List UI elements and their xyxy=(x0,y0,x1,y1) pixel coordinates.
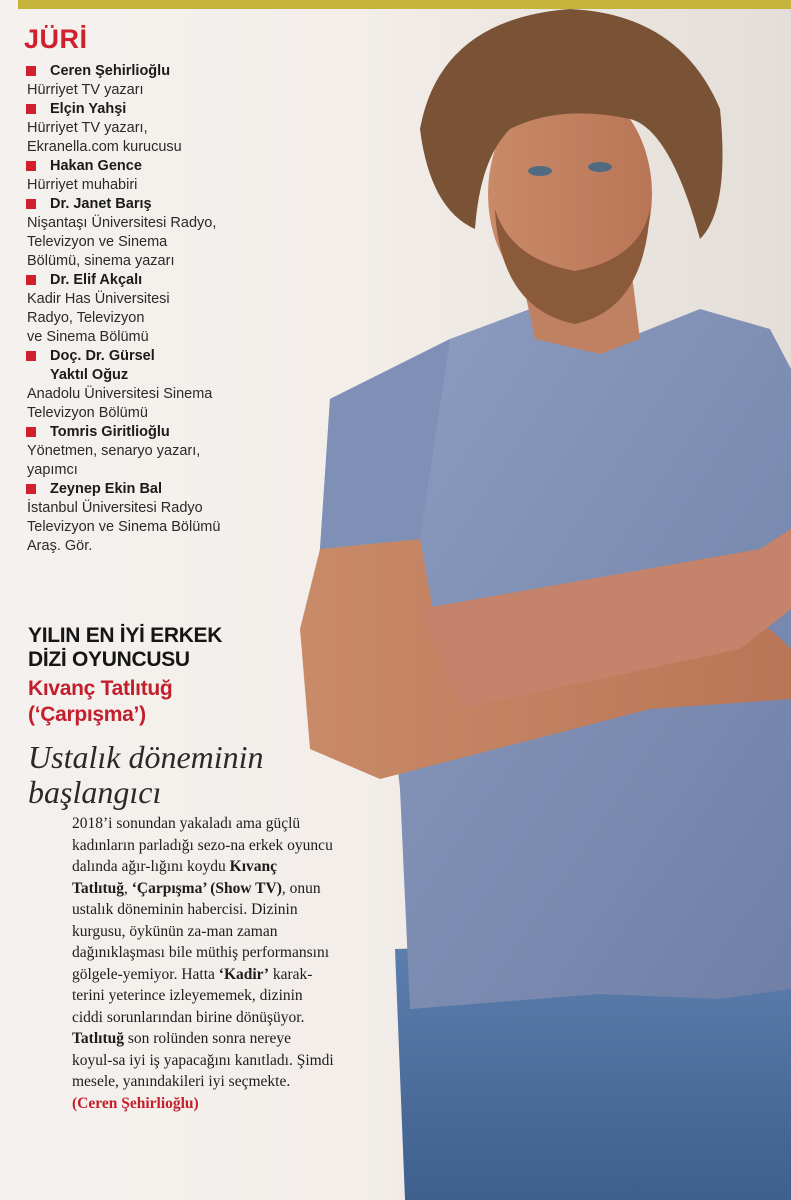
article-body xyxy=(72,813,334,1114)
jury-member-role: Hürriyet muhabiri xyxy=(27,177,138,193)
jury-member-name: Ceren Şehirlioğlu xyxy=(50,63,171,79)
article-text: karak-terini yeterince izleyememek, dizinin ciddi sorunlarından birine dönüşüyor. xyxy=(72,965,313,1026)
eye xyxy=(588,162,612,172)
award-category-line: DİZİ OYUNCUSU xyxy=(28,648,190,671)
jury-member xyxy=(24,157,314,195)
jury-member-role: İstanbul Üniversitesi Radyo Televizyon ve Sinema Bölümü Araş. Gör. xyxy=(27,500,221,554)
jury-heading: JÜRİ xyxy=(24,24,88,54)
jury-member xyxy=(24,271,314,347)
jury-member-role: Hürriyet TV yazarı xyxy=(27,82,144,98)
jury-member-role: Hürriyet TV yazarı, Ekranella.com kurucusu xyxy=(27,120,182,155)
bullet-square-icon xyxy=(26,484,36,494)
jury-member xyxy=(24,480,314,556)
jury-member-role: Kadir Has Üniversitesi Radyo, Televizyon ve Sinema Bölümü xyxy=(27,291,170,345)
award-category-line: YILIN EN İYİ ERKEK xyxy=(28,624,223,647)
jury-member-name: Tomris Giritlioğlu xyxy=(50,424,170,440)
article-show-name: ‘Çarpışma’ (Show TV) xyxy=(131,879,282,897)
bullet-square-icon xyxy=(26,66,36,76)
article-actor-name: Kıvanç Tatlıtuğ xyxy=(72,858,278,897)
portrait-photo xyxy=(300,9,791,1200)
bullet-square-icon xyxy=(26,161,36,171)
bullet-square-icon xyxy=(26,275,36,285)
article-character-name: ‘Kadir’ xyxy=(218,965,269,983)
article-actor-surname: Tatlıtuğ xyxy=(72,1030,124,1047)
jury-member-name: Hakan Gence xyxy=(50,158,142,174)
jury-member xyxy=(24,347,314,423)
bullet-square-icon xyxy=(26,351,36,361)
jury-member-role: Anadolu Üniversitesi Sinema Televizyon Bölümü xyxy=(27,386,213,421)
winner-name: Kıvanç Tatlıtuğ xyxy=(28,677,173,700)
article-text: son rolünden sonra nereye koyul-sa iyi iş yapacağını kanıtladı. Şimdi mesele, yanındakileri iyi seçmekte. xyxy=(72,1030,334,1090)
jury-member xyxy=(24,195,314,271)
jury-member-name: Dr. Elif Akçalı xyxy=(50,272,143,288)
article-headline xyxy=(28,740,358,810)
headline-line: başlangıcı xyxy=(28,774,162,810)
jury-member-name: Dr. Janet Barış xyxy=(50,196,152,212)
jury-member-name: Zeynep Ekin Bal xyxy=(50,481,163,497)
bullet-square-icon xyxy=(26,199,36,209)
award-category xyxy=(28,624,318,672)
jury-member-role: Nişantaşı Üniversitesi Radyo, Televizyon ve Sinema Bölümü, sinema yazarı xyxy=(27,215,217,269)
article-text: , onun ustalık döneminin habercisi. Dizinin kurgusu, öykünün za-man zaman dağınıklaşması bile müthiş performansını gölgele-yemiyor. Hatta xyxy=(72,879,329,983)
top-color-rule xyxy=(18,0,791,9)
article-signature: (Ceren Şehirlioğlu) xyxy=(72,1094,199,1112)
jury-member xyxy=(24,100,314,157)
article-text: 2018’i sonundan yakaladı ama güçlü kadınların parladığı sezo-na erkek oyuncu dalında ağır-lığını koydu xyxy=(72,815,333,875)
eye xyxy=(528,166,552,176)
bullet-square-icon xyxy=(26,427,36,437)
jury-member xyxy=(24,423,314,480)
jury-member-name: Doç. Dr. Gürsel Yaktıl Oğuz xyxy=(50,348,155,383)
winner-show: (‘Çarpışma’) xyxy=(28,703,146,726)
jury-member xyxy=(24,62,314,100)
jury-member-role: Yönetmen, senaryo yazarı, yapımcı xyxy=(27,443,201,478)
article-text: , xyxy=(123,879,132,897)
jury-list xyxy=(24,62,314,556)
bullet-square-icon xyxy=(26,104,36,114)
jury-member-name: Elçin Yahşi xyxy=(50,101,127,117)
jury-panel xyxy=(24,24,314,556)
award-winner xyxy=(28,676,318,728)
headline-line: Ustalık döneminin xyxy=(28,739,264,775)
